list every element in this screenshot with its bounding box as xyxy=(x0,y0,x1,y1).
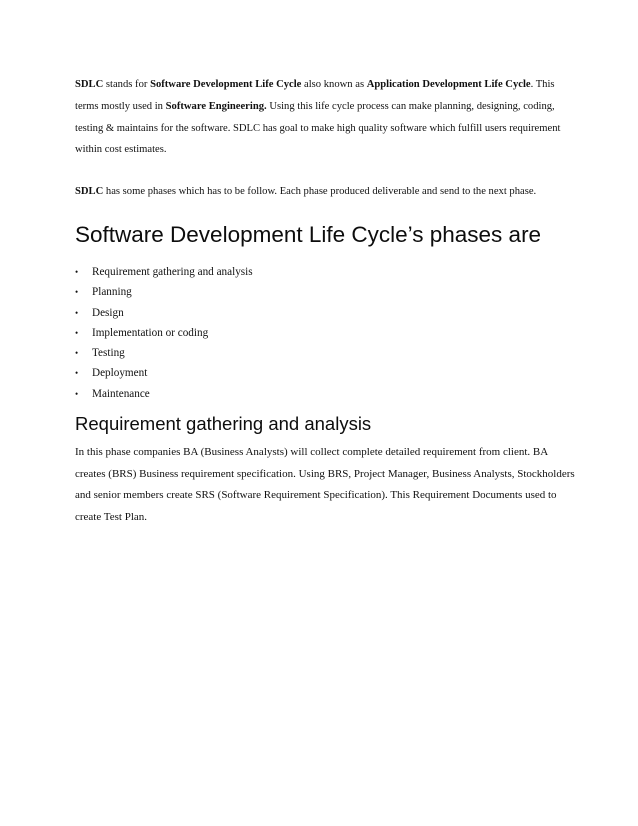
bullet-icon: • xyxy=(75,348,79,359)
software-engineering-term: Software Engineering. xyxy=(165,100,267,112)
list-item xyxy=(75,282,575,302)
list-item xyxy=(75,384,575,404)
sdlc-term: SDLC xyxy=(75,79,104,90)
phases-list xyxy=(75,262,575,404)
adlc-term: Application Development Life Cycle xyxy=(366,79,531,90)
phases-intro-paragraph xyxy=(75,181,575,203)
intro-text-1: stands for xyxy=(103,79,151,90)
requirement-heading: Requirement gathering and analysis xyxy=(75,413,372,435)
intro-paragraph xyxy=(75,74,575,161)
list-item xyxy=(75,303,575,323)
list-item xyxy=(75,323,575,343)
list-item-label: Deployment xyxy=(92,367,148,380)
sdlc-full-term: Software Development Life Cycle xyxy=(150,79,302,90)
intro-text-4: Using this life cycle process can make planning, designing, coding, testing & maintains for the software. SDLC has goal to make high quality software which fulfill users requirement within cost estimates. xyxy=(75,100,561,156)
intro-text-2: also known as xyxy=(301,79,367,90)
list-item-label: Design xyxy=(92,306,124,319)
list-item xyxy=(75,262,575,282)
list-item-label: Maintenance xyxy=(92,387,150,400)
bullet-icon: • xyxy=(75,388,79,399)
intro-text-3: . This terms mostly used in xyxy=(75,79,555,112)
bullet-icon: • xyxy=(75,287,79,298)
bullet-icon: • xyxy=(75,327,79,338)
list-item xyxy=(75,363,575,383)
requirement-paragraph: In this phase companies BA (Business Analysts) will collect complete detailed requirement from client. BA creates (BRS) Business requirement specification. Using BRS, Project Manager, Business Analysts, Stockholders and senior members create SRS (Software Requirement Specification). This Requirement Documents used to create Test Plan. xyxy=(75,446,575,523)
bullet-icon: • xyxy=(75,266,79,277)
list-item-label: Testing xyxy=(92,347,125,360)
bullet-icon: • xyxy=(75,307,79,318)
list-item-label: Implementation or coding xyxy=(92,326,209,339)
document-page xyxy=(75,74,575,528)
sdlc-term-2: SDLC xyxy=(75,186,104,198)
list-item-label: Planning xyxy=(92,286,132,299)
phases-intro-text: has some phases which has to be follow. Each phase produced deliverable and send to the next phase. xyxy=(103,186,537,198)
phases-heading: Software Development Life Cycle’s phases are xyxy=(75,221,542,247)
list-item-label: Requirement gathering and analysis xyxy=(92,265,253,278)
bullet-icon: • xyxy=(75,368,79,379)
list-item xyxy=(75,343,575,363)
